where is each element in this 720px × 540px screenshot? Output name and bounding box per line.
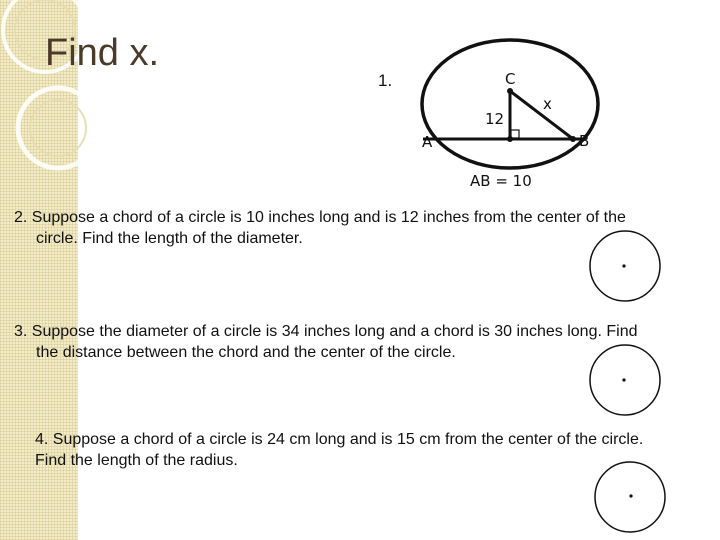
problem-4-line-2: Find the length of the radius.	[35, 452, 238, 469]
label-c: C	[505, 70, 516, 88]
center-dot	[629, 494, 632, 497]
problem-2-circle	[588, 229, 662, 303]
center-dot	[622, 264, 625, 267]
problem-2-line-2: circle. Find the length of the diameter.	[36, 230, 303, 247]
point-b	[570, 136, 576, 142]
point-c	[507, 88, 513, 94]
point-foot	[507, 136, 513, 142]
page-title: Find x.	[45, 32, 160, 74]
center-dot	[622, 378, 625, 381]
right-angle-marker	[511, 130, 519, 138]
problem-3-circle	[588, 343, 662, 417]
problem-1-circle-diagram	[415, 20, 605, 195]
problem-2-line-1: 2. Suppose a chord of a circle is 10 inches long and is 12 inches from the center of the	[14, 209, 626, 226]
caption-ab: AB = 10	[470, 172, 532, 190]
problem-3-line-2: the distance between the chord and the center of the circle.	[36, 344, 456, 361]
problem-1-number: 1.	[378, 71, 393, 90]
decorative-circles	[0, 0, 140, 200]
problem-4-line-1: 4. Suppose a chord of a circle is 24 cm long and is 15 cm from the center of the circle.	[35, 431, 644, 448]
label-12: 12	[485, 110, 505, 128]
label-x: x	[543, 95, 552, 113]
label-a: A	[422, 133, 433, 151]
problem-4	[35, 429, 643, 471]
problem-4-circle	[593, 458, 667, 536]
label-b: B	[579, 132, 590, 150]
problem-3-line-1: 3. Suppose the diameter of a circle is 34 inches long and a chord is 30 inches long. Find	[14, 323, 638, 340]
problem-3	[14, 321, 637, 363]
problem-2	[14, 207, 626, 249]
